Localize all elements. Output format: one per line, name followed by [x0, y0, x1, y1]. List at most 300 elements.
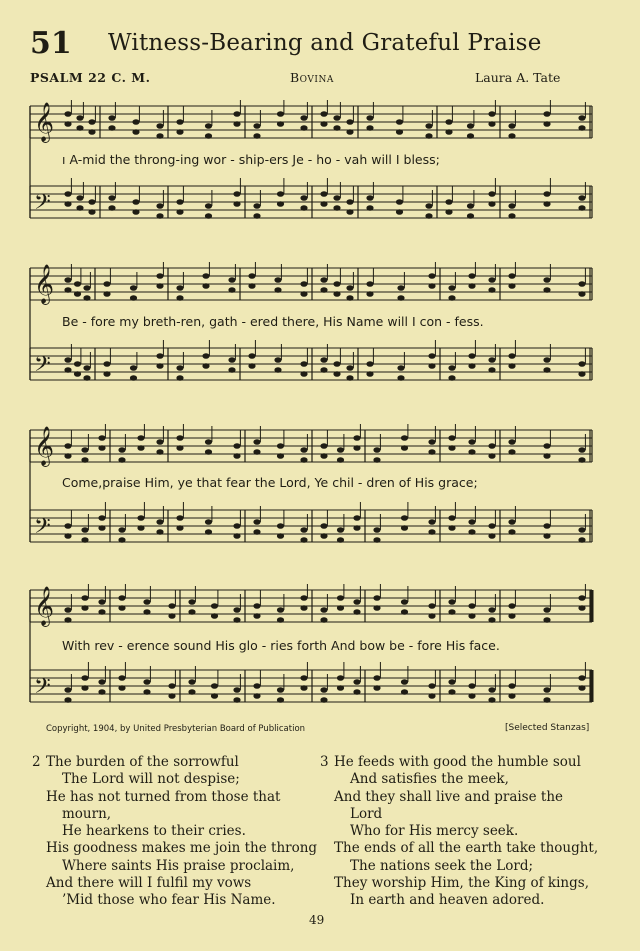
note-head	[373, 605, 380, 611]
note-head	[81, 447, 88, 453]
note-head	[467, 203, 474, 209]
note-head	[320, 533, 327, 539]
note-head	[320, 367, 327, 373]
note-head	[88, 209, 95, 215]
note-head	[428, 449, 435, 455]
note-head	[578, 685, 585, 691]
note-head	[543, 697, 550, 703]
note-head	[578, 595, 585, 601]
note-head	[428, 519, 435, 525]
note-head	[488, 697, 495, 703]
note-head	[81, 457, 88, 463]
note-head	[168, 693, 175, 699]
note-head	[233, 121, 240, 127]
note-head	[397, 295, 404, 301]
note-head	[401, 609, 408, 615]
note-head	[353, 435, 360, 441]
note-head	[132, 199, 139, 205]
lyric-line-1: ı A-mid the throng-ing wor - ship-ers Je - ho - vah will I bless;	[62, 152, 440, 167]
music-system-3	[0, 424, 640, 554]
note-head	[118, 595, 125, 601]
note-head	[543, 607, 550, 613]
note-head	[168, 683, 175, 689]
note-head	[578, 115, 585, 121]
note-head	[277, 533, 284, 539]
note-head	[366, 205, 373, 211]
note-head	[320, 453, 327, 459]
note-head	[205, 123, 212, 129]
note-head	[233, 687, 240, 693]
note-head	[508, 439, 515, 445]
note-head	[188, 679, 195, 685]
note-head	[74, 371, 81, 377]
note-head	[156, 133, 163, 139]
note-head	[337, 447, 344, 453]
note-head	[253, 613, 260, 619]
note-head	[397, 365, 404, 371]
note-head	[233, 697, 240, 703]
note-head	[98, 609, 105, 615]
note-head	[578, 205, 585, 211]
note-head	[253, 203, 260, 209]
note-head	[543, 277, 550, 283]
note-head	[320, 617, 327, 623]
note-head	[578, 527, 585, 533]
note-head	[401, 515, 408, 521]
note-head	[253, 213, 260, 219]
verse-line: He feeds with good the humble soul	[334, 754, 581, 770]
verse-line: The burden of the sorrowful	[46, 754, 239, 770]
note-head	[98, 525, 105, 531]
note-head	[202, 363, 209, 369]
note-head	[76, 195, 83, 201]
note-head	[277, 121, 284, 127]
note-head	[130, 285, 137, 291]
note-head	[88, 129, 95, 135]
note-head	[428, 529, 435, 535]
note-head	[468, 683, 475, 689]
note-head	[233, 533, 240, 539]
note-head	[508, 529, 515, 535]
note-head	[337, 527, 344, 533]
note-head	[508, 363, 515, 369]
note-head	[333, 371, 340, 377]
note-head	[137, 445, 144, 451]
treble-clef-icon: 𝄞	[34, 426, 55, 466]
note-head	[366, 361, 373, 367]
note-head	[425, 133, 432, 139]
note-head	[320, 697, 327, 703]
note-head	[300, 675, 307, 681]
note-head	[64, 287, 71, 293]
selected-stanzas-note: [Selected Stanzas]	[505, 723, 590, 733]
note-head	[320, 357, 327, 363]
note-head	[578, 371, 585, 377]
note-head	[233, 201, 240, 207]
note-head	[578, 675, 585, 681]
note-head	[253, 683, 260, 689]
verse-line: And they shall live and praise the	[334, 788, 563, 805]
note-head	[508, 283, 515, 289]
copyright-notice: Copyright, 1904, by United Presbyterian Board of Publication	[46, 724, 306, 734]
note-head	[64, 697, 71, 703]
note-head	[176, 295, 183, 301]
note-head	[333, 125, 340, 131]
note-head	[468, 353, 475, 359]
note-head	[274, 287, 281, 293]
note-head	[176, 129, 183, 135]
note-head	[64, 367, 71, 373]
note-head	[578, 537, 585, 543]
note-head	[543, 191, 550, 197]
note-head	[233, 453, 240, 459]
note-head	[188, 689, 195, 695]
note-head	[488, 111, 495, 117]
note-head	[233, 443, 240, 449]
note-head	[543, 687, 550, 693]
hymn-title: Witness-Bearing and Grateful Praise	[108, 30, 542, 56]
note-head	[205, 519, 212, 525]
note-head	[300, 361, 307, 367]
note-head	[176, 285, 183, 291]
note-head	[373, 527, 380, 533]
note-head	[228, 287, 235, 293]
note-head	[467, 123, 474, 129]
note-head	[401, 689, 408, 695]
verse-number: 2	[32, 754, 41, 770]
note-head	[156, 273, 163, 279]
note-head	[137, 515, 144, 521]
note-head	[468, 529, 475, 535]
note-head	[366, 195, 373, 201]
note-head	[277, 443, 284, 449]
note-head	[448, 285, 455, 291]
note-head	[448, 515, 455, 521]
note-head	[488, 367, 495, 373]
note-head	[118, 605, 125, 611]
verse-line: ’Mid those who fear His Name.	[62, 892, 276, 909]
note-head	[137, 435, 144, 441]
note-head	[333, 115, 340, 121]
note-head	[64, 191, 71, 197]
note-head	[81, 537, 88, 543]
note-head	[143, 599, 150, 605]
note-head	[64, 523, 71, 529]
note-head	[578, 447, 585, 453]
note-head	[401, 435, 408, 441]
note-head	[74, 281, 81, 287]
note-head	[448, 365, 455, 371]
note-head	[468, 603, 475, 609]
note-head	[83, 285, 90, 291]
note-head	[253, 133, 260, 139]
note-head	[488, 357, 495, 363]
note-head	[118, 537, 125, 543]
note-head	[98, 435, 105, 441]
note-head	[81, 685, 88, 691]
note-head	[248, 363, 255, 369]
note-head	[64, 277, 71, 283]
note-head	[320, 287, 327, 293]
note-head	[156, 203, 163, 209]
note-head	[448, 435, 455, 441]
note-head	[373, 457, 380, 463]
note-head	[132, 209, 139, 215]
note-head	[337, 537, 344, 543]
verse-line: Who for His mercy seek.	[350, 823, 519, 840]
note-head	[346, 365, 353, 371]
note-head	[543, 367, 550, 373]
note-head	[346, 129, 353, 135]
note-head	[300, 537, 307, 543]
music-system-4	[0, 584, 640, 719]
note-head	[253, 449, 260, 455]
note-head	[156, 439, 163, 445]
note-head	[425, 203, 432, 209]
note-head	[543, 453, 550, 459]
bass-clef-icon: 𝄢	[34, 352, 51, 382]
note-head	[337, 595, 344, 601]
note-head	[108, 195, 115, 201]
note-head	[468, 283, 475, 289]
note-head	[468, 449, 475, 455]
note-head	[578, 195, 585, 201]
note-head	[205, 203, 212, 209]
note-head	[277, 687, 284, 693]
note-head	[300, 291, 307, 297]
note-head	[64, 201, 71, 207]
note-head	[320, 443, 327, 449]
note-head	[156, 283, 163, 289]
note-head	[274, 357, 281, 363]
note-head	[333, 195, 340, 201]
note-head	[108, 205, 115, 211]
note-head	[448, 295, 455, 301]
note-head	[543, 201, 550, 207]
note-head	[488, 201, 495, 207]
note-head	[88, 119, 95, 125]
note-head	[467, 213, 474, 219]
note-head	[233, 111, 240, 117]
note-head	[468, 613, 475, 619]
note-head	[333, 281, 340, 287]
note-head	[108, 115, 115, 121]
verse-line: The nations seek the Lord;	[350, 857, 534, 874]
note-head	[205, 449, 212, 455]
note-head	[130, 375, 137, 381]
note-head	[543, 287, 550, 293]
note-head	[176, 209, 183, 215]
verse-line: In earth and heaven adored.	[350, 892, 545, 909]
note-head	[448, 599, 455, 605]
note-head	[353, 525, 360, 531]
verse-line: mourn,	[62, 805, 112, 822]
note-head	[468, 439, 475, 445]
note-head	[543, 111, 550, 117]
note-head	[233, 523, 240, 529]
note-head	[428, 439, 435, 445]
note-head	[320, 523, 327, 529]
note-head	[300, 457, 307, 463]
note-head	[425, 213, 432, 219]
note-head	[74, 361, 81, 367]
note-head	[428, 693, 435, 699]
note-head	[118, 675, 125, 681]
note-head	[543, 533, 550, 539]
note-head	[353, 599, 360, 605]
note-head	[156, 213, 163, 219]
note-head	[508, 613, 515, 619]
note-head	[468, 273, 475, 279]
note-head	[98, 689, 105, 695]
note-head	[428, 603, 435, 609]
note-head	[337, 605, 344, 611]
page-number: 49	[309, 913, 325, 927]
verse-line: And satisfies the meek,	[350, 771, 509, 788]
note-head	[277, 201, 284, 207]
note-head	[137, 525, 144, 531]
note-head	[156, 519, 163, 525]
note-head	[143, 609, 150, 615]
note-head	[366, 125, 373, 131]
note-head	[578, 361, 585, 367]
note-head	[401, 445, 408, 451]
note-head	[168, 613, 175, 619]
note-head	[277, 111, 284, 117]
note-head	[428, 363, 435, 369]
note-head	[353, 689, 360, 695]
note-head	[578, 291, 585, 297]
note-head	[233, 607, 240, 613]
note-head	[346, 285, 353, 291]
treble-clef-icon: 𝄞	[34, 586, 55, 626]
note-head	[277, 523, 284, 529]
note-head	[396, 129, 403, 135]
note-head	[508, 123, 515, 129]
note-head	[103, 291, 110, 297]
note-head	[467, 133, 474, 139]
note-head	[64, 687, 71, 693]
note-head	[428, 613, 435, 619]
note-head	[143, 679, 150, 685]
note-head	[448, 609, 455, 615]
note-head	[202, 353, 209, 359]
verse-line: He has not turned from those that	[46, 788, 281, 805]
note-head	[488, 121, 495, 127]
note-head	[83, 365, 90, 371]
note-head	[425, 123, 432, 129]
note-head	[488, 453, 495, 459]
note-head	[228, 357, 235, 363]
verse-3	[320, 754, 600, 910]
note-head	[488, 617, 495, 623]
note-head	[130, 365, 137, 371]
note-head	[428, 283, 435, 289]
note-head	[488, 191, 495, 197]
note-head	[76, 205, 83, 211]
note-head	[103, 281, 110, 287]
note-head	[64, 357, 71, 363]
note-head	[205, 133, 212, 139]
note-head	[176, 365, 183, 371]
note-head	[300, 281, 307, 287]
note-head	[488, 533, 495, 539]
note-head	[373, 595, 380, 601]
note-head	[176, 435, 183, 441]
note-head	[176, 445, 183, 451]
note-head	[373, 447, 380, 453]
note-head	[274, 367, 281, 373]
note-head	[176, 375, 183, 381]
note-head	[445, 129, 452, 135]
music-system-1	[0, 100, 640, 230]
bass-clef-icon: 𝄢	[34, 674, 51, 704]
note-head	[397, 375, 404, 381]
lyric-line-4: With rev - erence sound His glo - ries forth And bow be - fore His face.	[62, 638, 500, 653]
note-head	[274, 277, 281, 283]
note-head	[118, 447, 125, 453]
note-head	[156, 529, 163, 535]
note-head	[300, 115, 307, 121]
note-head	[508, 449, 515, 455]
note-head	[445, 209, 452, 215]
bass-clef-icon: 𝄢	[34, 190, 51, 220]
note-head	[337, 675, 344, 681]
note-head	[333, 205, 340, 211]
note-head	[300, 595, 307, 601]
note-head	[543, 357, 550, 363]
note-head	[353, 445, 360, 451]
note-head	[64, 111, 71, 117]
note-head	[228, 367, 235, 373]
note-head	[320, 111, 327, 117]
note-head	[396, 119, 403, 125]
note-head	[88, 199, 95, 205]
note-head	[103, 361, 110, 367]
note-head	[428, 683, 435, 689]
note-head	[320, 607, 327, 613]
note-head	[508, 519, 515, 525]
note-head	[188, 599, 195, 605]
bass-clef-icon: 𝄢	[34, 514, 51, 544]
note-head	[156, 449, 163, 455]
note-head	[373, 675, 380, 681]
note-head	[202, 283, 209, 289]
note-head	[468, 693, 475, 699]
note-head	[337, 685, 344, 691]
note-head	[300, 605, 307, 611]
note-head	[118, 527, 125, 533]
note-head	[488, 607, 495, 613]
note-head	[176, 199, 183, 205]
note-head	[64, 443, 71, 449]
note-head	[508, 603, 515, 609]
note-head	[543, 121, 550, 127]
note-head	[333, 361, 340, 367]
note-head	[508, 353, 515, 359]
note-head	[156, 123, 163, 129]
note-head	[396, 209, 403, 215]
verse-number: 3	[320, 754, 329, 770]
note-head	[188, 609, 195, 615]
note-head	[488, 287, 495, 293]
note-head	[488, 523, 495, 529]
note-head	[300, 685, 307, 691]
note-head	[233, 617, 240, 623]
note-head	[337, 457, 344, 463]
note-head	[508, 213, 515, 219]
note-head	[253, 123, 260, 129]
